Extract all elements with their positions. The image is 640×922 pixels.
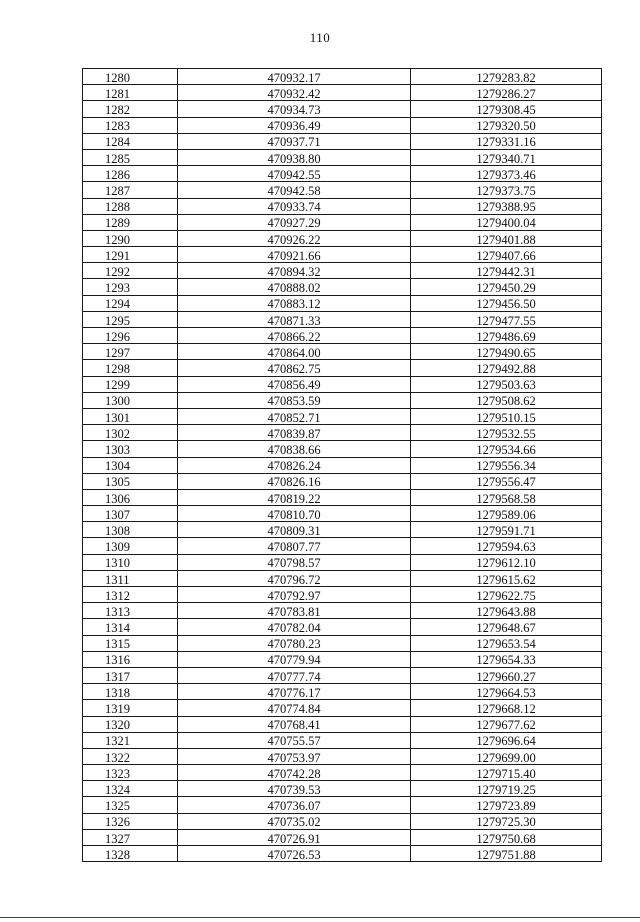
table-row bbox=[83, 765, 602, 781]
table-row bbox=[83, 311, 602, 327]
point-number-cell: 1296 bbox=[83, 328, 178, 344]
x-coordinate-cell: 470753.97 bbox=[178, 748, 411, 764]
y-coordinate-cell: 1279407.66 bbox=[411, 247, 602, 263]
point-number-cell: 1294 bbox=[83, 295, 178, 311]
y-coordinate-cell: 1279401.88 bbox=[411, 230, 602, 246]
x-coordinate-cell: 470838.66 bbox=[178, 441, 411, 457]
y-coordinate-cell: 1279594.63 bbox=[411, 538, 602, 554]
x-coordinate-cell: 470776.17 bbox=[178, 684, 411, 700]
table-row bbox=[83, 797, 602, 813]
point-number-cell: 1320 bbox=[83, 716, 178, 732]
table-row bbox=[83, 603, 602, 619]
point-number-cell: 1300 bbox=[83, 392, 178, 408]
y-coordinate-cell: 1279696.64 bbox=[411, 732, 602, 748]
point-number-cell: 1297 bbox=[83, 344, 178, 360]
point-number-cell: 1285 bbox=[83, 149, 178, 165]
table-row bbox=[83, 263, 602, 279]
table-row bbox=[83, 813, 602, 829]
x-coordinate-cell: 470782.04 bbox=[178, 619, 411, 635]
point-number-cell: 1323 bbox=[83, 765, 178, 781]
x-coordinate-cell: 470735.02 bbox=[178, 813, 411, 829]
point-number-cell: 1306 bbox=[83, 489, 178, 505]
point-number-cell: 1309 bbox=[83, 538, 178, 554]
y-coordinate-cell: 1279477.55 bbox=[411, 311, 602, 327]
table-row bbox=[83, 457, 602, 473]
point-number-cell: 1315 bbox=[83, 635, 178, 651]
table-row bbox=[83, 149, 602, 165]
x-coordinate-cell: 470826.24 bbox=[178, 457, 411, 473]
table-row bbox=[83, 295, 602, 311]
table-row bbox=[83, 279, 602, 295]
point-number-cell: 1319 bbox=[83, 700, 178, 716]
table-row bbox=[83, 506, 602, 522]
y-coordinate-cell: 1279591.71 bbox=[411, 522, 602, 538]
y-coordinate-cell: 1279450.29 bbox=[411, 279, 602, 295]
table-row bbox=[83, 85, 602, 101]
y-coordinate-cell: 1279664.53 bbox=[411, 684, 602, 700]
x-coordinate-cell: 470871.33 bbox=[178, 311, 411, 327]
point-number-cell: 1308 bbox=[83, 522, 178, 538]
y-coordinate-cell: 1279503.63 bbox=[411, 376, 602, 392]
x-coordinate-cell: 470768.41 bbox=[178, 716, 411, 732]
x-coordinate-cell: 470774.84 bbox=[178, 700, 411, 716]
point-number-cell: 1290 bbox=[83, 230, 178, 246]
x-coordinate-cell: 470932.42 bbox=[178, 85, 411, 101]
point-number-cell: 1283 bbox=[83, 117, 178, 133]
table-row bbox=[83, 328, 602, 344]
x-coordinate-cell: 470839.87 bbox=[178, 425, 411, 441]
y-coordinate-cell: 1279715.40 bbox=[411, 765, 602, 781]
table-row bbox=[83, 473, 602, 489]
y-coordinate-cell: 1279286.27 bbox=[411, 85, 602, 101]
y-coordinate-cell: 1279660.27 bbox=[411, 667, 602, 683]
y-coordinate-cell: 1279725.30 bbox=[411, 813, 602, 829]
y-coordinate-cell: 1279568.58 bbox=[411, 489, 602, 505]
coordinates-table-body bbox=[83, 69, 602, 862]
table-row bbox=[83, 166, 602, 182]
table-row bbox=[83, 554, 602, 570]
x-coordinate-cell: 470934.73 bbox=[178, 101, 411, 117]
y-coordinate-cell: 1279750.68 bbox=[411, 829, 602, 845]
table-row bbox=[83, 635, 602, 651]
y-coordinate-cell: 1279508.62 bbox=[411, 392, 602, 408]
point-number-cell: 1284 bbox=[83, 133, 178, 149]
table-row bbox=[83, 425, 602, 441]
x-coordinate-cell: 470856.49 bbox=[178, 376, 411, 392]
table-row bbox=[83, 570, 602, 586]
y-coordinate-cell: 1279699.00 bbox=[411, 748, 602, 764]
x-coordinate-cell: 470819.22 bbox=[178, 489, 411, 505]
point-number-cell: 1324 bbox=[83, 781, 178, 797]
table-row bbox=[83, 781, 602, 797]
x-coordinate-cell: 470926.22 bbox=[178, 230, 411, 246]
y-coordinate-cell: 1279556.34 bbox=[411, 457, 602, 473]
table-row bbox=[83, 748, 602, 764]
table-row bbox=[83, 619, 602, 635]
page-bottom-edge bbox=[0, 917, 640, 918]
y-coordinate-cell: 1279677.62 bbox=[411, 716, 602, 732]
y-coordinate-cell: 1279534.66 bbox=[411, 441, 602, 457]
point-number-cell: 1295 bbox=[83, 311, 178, 327]
y-coordinate-cell: 1279654.33 bbox=[411, 651, 602, 667]
point-number-cell: 1321 bbox=[83, 732, 178, 748]
x-coordinate-cell: 470936.49 bbox=[178, 117, 411, 133]
table-row bbox=[83, 441, 602, 457]
table-row bbox=[83, 489, 602, 505]
point-number-cell: 1292 bbox=[83, 263, 178, 279]
table-row bbox=[83, 538, 602, 554]
point-number-cell: 1281 bbox=[83, 85, 178, 101]
y-coordinate-cell: 1279490.65 bbox=[411, 344, 602, 360]
y-coordinate-cell: 1279668.12 bbox=[411, 700, 602, 716]
x-coordinate-cell: 470921.66 bbox=[178, 247, 411, 263]
point-number-cell: 1314 bbox=[83, 619, 178, 635]
point-number-cell: 1311 bbox=[83, 570, 178, 586]
table-row bbox=[83, 732, 602, 748]
x-coordinate-cell: 470742.28 bbox=[178, 765, 411, 781]
x-coordinate-cell: 470864.00 bbox=[178, 344, 411, 360]
y-coordinate-cell: 1279615.62 bbox=[411, 570, 602, 586]
x-coordinate-cell: 470888.02 bbox=[178, 279, 411, 295]
y-coordinate-cell: 1279751.88 bbox=[411, 846, 602, 862]
x-coordinate-cell: 470853.59 bbox=[178, 392, 411, 408]
table-row bbox=[83, 247, 602, 263]
y-coordinate-cell: 1279320.50 bbox=[411, 117, 602, 133]
point-number-cell: 1322 bbox=[83, 748, 178, 764]
y-coordinate-cell: 1279556.47 bbox=[411, 473, 602, 489]
x-coordinate-cell: 470852.71 bbox=[178, 408, 411, 424]
point-number-cell: 1282 bbox=[83, 101, 178, 117]
y-coordinate-cell: 1279589.06 bbox=[411, 506, 602, 522]
point-number-cell: 1327 bbox=[83, 829, 178, 845]
x-coordinate-cell: 470894.32 bbox=[178, 263, 411, 279]
y-coordinate-cell: 1279283.82 bbox=[411, 69, 602, 85]
x-coordinate-cell: 470933.74 bbox=[178, 198, 411, 214]
x-coordinate-cell: 470780.23 bbox=[178, 635, 411, 651]
coordinates-table bbox=[82, 68, 602, 862]
point-number-cell: 1293 bbox=[83, 279, 178, 295]
x-coordinate-cell: 470755.57 bbox=[178, 732, 411, 748]
point-number-cell: 1305 bbox=[83, 473, 178, 489]
y-coordinate-cell: 1279612.10 bbox=[411, 554, 602, 570]
x-coordinate-cell: 470739.53 bbox=[178, 781, 411, 797]
table-row bbox=[83, 587, 602, 603]
x-coordinate-cell: 470866.22 bbox=[178, 328, 411, 344]
point-number-cell: 1298 bbox=[83, 360, 178, 376]
x-coordinate-cell: 470810.70 bbox=[178, 506, 411, 522]
x-coordinate-cell: 470792.97 bbox=[178, 587, 411, 603]
table-row bbox=[83, 667, 602, 683]
x-coordinate-cell: 470937.71 bbox=[178, 133, 411, 149]
y-coordinate-cell: 1279510.15 bbox=[411, 408, 602, 424]
y-coordinate-cell: 1279400.04 bbox=[411, 214, 602, 230]
x-coordinate-cell: 470932.17 bbox=[178, 69, 411, 85]
x-coordinate-cell: 470777.74 bbox=[178, 667, 411, 683]
point-number-cell: 1302 bbox=[83, 425, 178, 441]
point-number-cell: 1303 bbox=[83, 441, 178, 457]
x-coordinate-cell: 470736.07 bbox=[178, 797, 411, 813]
x-coordinate-cell: 470779.94 bbox=[178, 651, 411, 667]
x-coordinate-cell: 470927.29 bbox=[178, 214, 411, 230]
y-coordinate-cell: 1279308.45 bbox=[411, 101, 602, 117]
table-row bbox=[83, 344, 602, 360]
table-row bbox=[83, 376, 602, 392]
y-coordinate-cell: 1279486.69 bbox=[411, 328, 602, 344]
x-coordinate-cell: 470942.58 bbox=[178, 182, 411, 198]
y-coordinate-cell: 1279643.88 bbox=[411, 603, 602, 619]
table-row bbox=[83, 392, 602, 408]
y-coordinate-cell: 1279723.89 bbox=[411, 797, 602, 813]
x-coordinate-cell: 470883.12 bbox=[178, 295, 411, 311]
y-coordinate-cell: 1279442.31 bbox=[411, 263, 602, 279]
y-coordinate-cell: 1279388.95 bbox=[411, 198, 602, 214]
page-number: 110 bbox=[309, 30, 331, 45]
table-row bbox=[83, 69, 602, 85]
x-coordinate-cell: 470726.91 bbox=[178, 829, 411, 845]
point-number-cell: 1287 bbox=[83, 182, 178, 198]
point-number-cell: 1326 bbox=[83, 813, 178, 829]
y-coordinate-cell: 1279456.50 bbox=[411, 295, 602, 311]
x-coordinate-cell: 470942.55 bbox=[178, 166, 411, 182]
table-row bbox=[83, 408, 602, 424]
table-row bbox=[83, 684, 602, 700]
point-number-cell: 1289 bbox=[83, 214, 178, 230]
x-coordinate-cell: 470726.53 bbox=[178, 846, 411, 862]
point-number-cell: 1280 bbox=[83, 69, 178, 85]
table-row bbox=[83, 117, 602, 133]
table-row bbox=[83, 846, 602, 862]
point-number-cell: 1286 bbox=[83, 166, 178, 182]
point-number-cell: 1299 bbox=[83, 376, 178, 392]
x-coordinate-cell: 470938.80 bbox=[178, 149, 411, 165]
y-coordinate-cell: 1279373.46 bbox=[411, 166, 602, 182]
table-row bbox=[83, 829, 602, 845]
x-coordinate-cell: 470809.31 bbox=[178, 522, 411, 538]
point-number-cell: 1313 bbox=[83, 603, 178, 619]
y-coordinate-cell: 1279653.54 bbox=[411, 635, 602, 651]
y-coordinate-cell: 1279492.88 bbox=[411, 360, 602, 376]
point-number-cell: 1312 bbox=[83, 587, 178, 603]
table-row bbox=[83, 101, 602, 117]
x-coordinate-cell: 470807.77 bbox=[178, 538, 411, 554]
y-coordinate-cell: 1279719.25 bbox=[411, 781, 602, 797]
table-row bbox=[83, 360, 602, 376]
y-coordinate-cell: 1279648.67 bbox=[411, 619, 602, 635]
x-coordinate-cell: 470798.57 bbox=[178, 554, 411, 570]
x-coordinate-cell: 470783.81 bbox=[178, 603, 411, 619]
y-coordinate-cell: 1279373.75 bbox=[411, 182, 602, 198]
point-number-cell: 1307 bbox=[83, 506, 178, 522]
point-number-cell: 1304 bbox=[83, 457, 178, 473]
point-number-cell: 1291 bbox=[83, 247, 178, 263]
point-number-cell: 1316 bbox=[83, 651, 178, 667]
x-coordinate-cell: 470826.16 bbox=[178, 473, 411, 489]
y-coordinate-cell: 1279340.71 bbox=[411, 149, 602, 165]
point-number-cell: 1317 bbox=[83, 667, 178, 683]
y-coordinate-cell: 1279532.55 bbox=[411, 425, 602, 441]
table-row bbox=[83, 198, 602, 214]
table-row bbox=[83, 133, 602, 149]
point-number-cell: 1318 bbox=[83, 684, 178, 700]
point-number-cell: 1301 bbox=[83, 408, 178, 424]
table-row bbox=[83, 522, 602, 538]
point-number-cell: 1310 bbox=[83, 554, 178, 570]
y-coordinate-cell: 1279331.16 bbox=[411, 133, 602, 149]
x-coordinate-cell: 470796.72 bbox=[178, 570, 411, 586]
table-row bbox=[83, 230, 602, 246]
table-row bbox=[83, 214, 602, 230]
point-number-cell: 1288 bbox=[83, 198, 178, 214]
x-coordinate-cell: 470862.75 bbox=[178, 360, 411, 376]
table-row bbox=[83, 716, 602, 732]
point-number-cell: 1328 bbox=[83, 846, 178, 862]
point-number-cell: 1325 bbox=[83, 797, 178, 813]
table-row bbox=[83, 700, 602, 716]
table-row bbox=[83, 651, 602, 667]
table-row bbox=[83, 182, 602, 198]
y-coordinate-cell: 1279622.75 bbox=[411, 587, 602, 603]
